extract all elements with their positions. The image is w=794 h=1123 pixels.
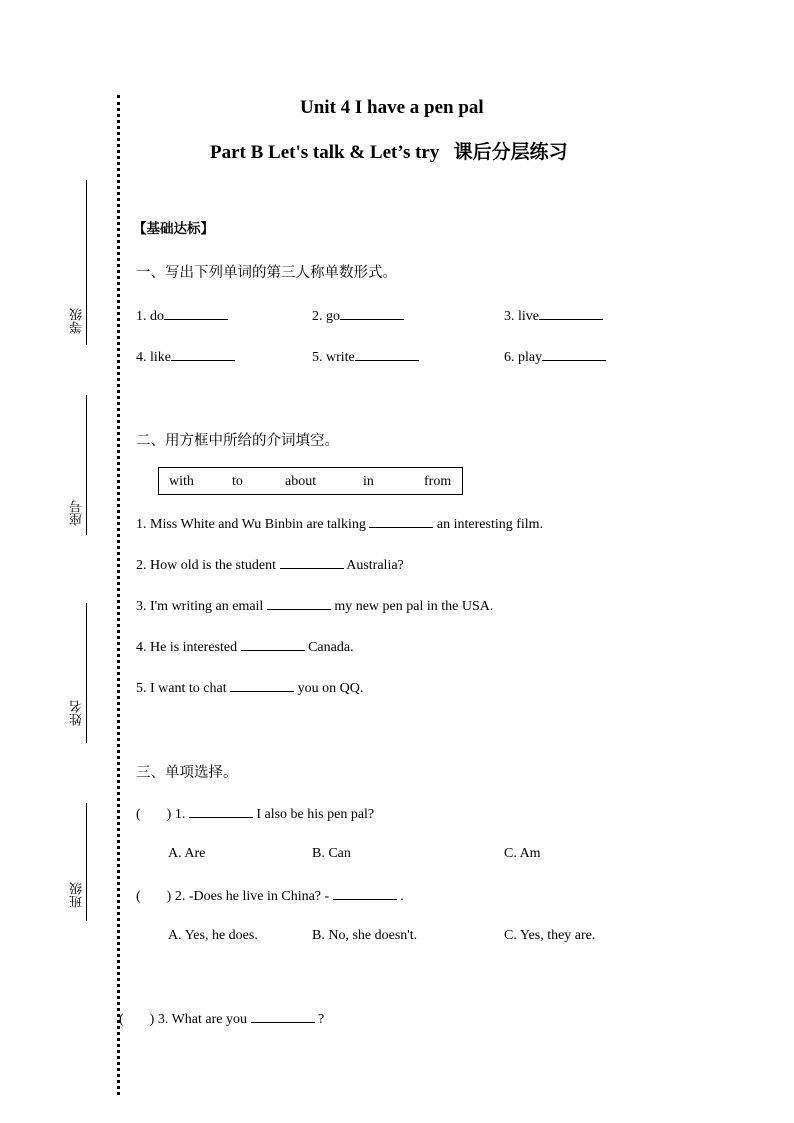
s2-item-text: you on QQ. [294, 681, 364, 696]
s1-item-label: 2. go [312, 309, 340, 324]
grade-line [86, 180, 87, 345]
seat-number-line [86, 395, 87, 535]
s3-question-1 [136, 805, 374, 823]
grade-label: 等级 [70, 308, 85, 334]
binding-dotted-line [117, 95, 120, 1095]
answer-blank[interactable] [164, 307, 228, 320]
s3-q2-option-c: C. Yes, they are. [504, 928, 596, 943]
word-box [158, 467, 463, 495]
section3-heading: 三、单项选择。 [136, 765, 238, 781]
s3-question-text: I also be his pen pal? [252, 807, 375, 822]
name-line [86, 603, 87, 743]
s2-item-4 [136, 638, 354, 656]
box-word: with [169, 474, 194, 489]
s1-item-label: 3. live [504, 309, 539, 324]
answer-blank[interactable] [340, 307, 404, 320]
answer-blank[interactable] [251, 1010, 315, 1023]
answer-blank[interactable] [267, 597, 331, 610]
s2-item-5 [136, 679, 363, 697]
box-word: to [232, 474, 243, 489]
s1-item-1 [136, 307, 228, 325]
answer-blank[interactable] [542, 348, 606, 361]
s2-item-text: Canada. [304, 640, 354, 655]
subtitle-en: Part B Let's talk & Let’s try [210, 142, 440, 163]
s1-item-3 [504, 307, 603, 325]
name-label: 姓名 [70, 700, 85, 726]
answer-paren[interactable]: ( [136, 889, 141, 904]
s2-item-text: my new pen pal in the USA. [330, 599, 494, 614]
s3-q1-option-b: B. Can [312, 846, 351, 861]
level-tag: 【基础达标】 [133, 221, 214, 237]
box-word: in [363, 474, 374, 489]
s3-question-text: ) 2. -Does he live in China? - [166, 889, 333, 904]
subtitle-cn: 课后分层练习 [453, 141, 568, 163]
answer-blank[interactable] [171, 348, 235, 361]
answer-paren[interactable]: ( [119, 1012, 124, 1027]
page-title: Unit 4 I have a pen pal [300, 97, 484, 118]
s3-question-2 [136, 887, 404, 905]
s1-item-6 [504, 348, 606, 366]
s1-item-label: 6. play [504, 350, 543, 365]
s3-question-text: ) 3. What are you [149, 1012, 251, 1027]
page-subtitle [210, 137, 568, 164]
box-word: from [424, 474, 452, 489]
answer-blank[interactable] [333, 887, 397, 900]
s2-item-1 [136, 515, 543, 533]
s3-q1-option-c: C. Am [504, 846, 541, 861]
s2-item-text: 4. He is interested [136, 640, 241, 655]
s2-item-text: 2. How old is the student [136, 558, 280, 573]
s2-item-text: an interesting film. [433, 517, 544, 532]
s2-item-2 [136, 556, 404, 574]
class-label: 班级 [70, 882, 85, 908]
answer-blank[interactable] [241, 638, 305, 651]
answer-blank[interactable] [355, 348, 419, 361]
section2-heading: 二、用方框中所给的介词填空。 [136, 433, 339, 449]
answer-blank[interactable] [369, 515, 433, 528]
answer-blank[interactable] [230, 679, 294, 692]
s1-item-label: 4. like [136, 350, 171, 365]
s2-item-text: 1. Miss White and Wu Binbin are talking [136, 517, 370, 532]
seat-number-label: 座号 [70, 500, 85, 526]
s2-item-text: 3. I'm writing an email [136, 599, 267, 614]
s1-item-5 [312, 348, 419, 366]
s3-question-text: . [396, 889, 404, 904]
s3-q2-option-b: B. No, she doesn't. [312, 928, 418, 943]
s1-item-label: 5. write [312, 350, 355, 365]
section1-heading: 一、写出下列单词的第三人称单数形式。 [136, 265, 397, 281]
s2-item-text: 5. I want to chat [136, 681, 231, 696]
answer-blank[interactable] [189, 805, 253, 818]
s3-q2-option-a: A. Yes, he does. [168, 928, 258, 943]
class-line [86, 803, 87, 921]
answer-blank[interactable] [280, 556, 344, 569]
box-word: about [285, 474, 317, 489]
s2-item-text: Australia? [343, 558, 404, 573]
answer-paren[interactable]: ( [136, 807, 141, 822]
s1-item-label: 1. do [136, 309, 164, 324]
s3-question-3 [119, 1010, 324, 1028]
answer-blank[interactable] [539, 307, 603, 320]
s3-question-text: ) 1. [166, 807, 189, 822]
s1-item-2 [312, 307, 404, 325]
s2-item-3 [136, 597, 493, 615]
s1-item-4 [136, 348, 235, 366]
s3-q1-option-a: A. Are [168, 846, 206, 861]
s3-question-text: ? [314, 1012, 325, 1027]
